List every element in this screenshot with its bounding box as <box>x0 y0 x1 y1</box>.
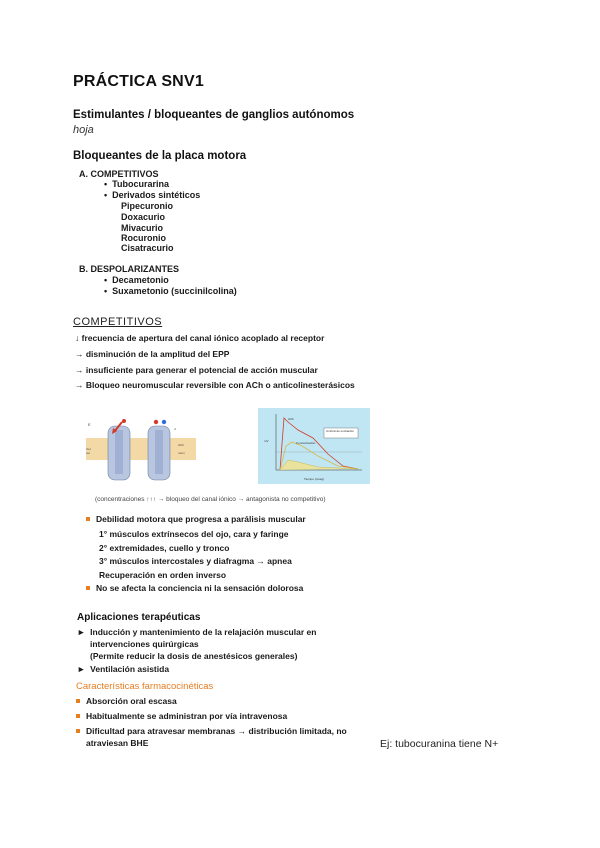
bullet-square-icon <box>76 729 80 733</box>
list-item: atraviesan BHE <box>86 738 149 748</box>
list-item: 1° músculos extrínsecos del ojo, cara y faringe <box>99 529 289 539</box>
list-item: No se afecta la conciencia ni la sensación dolorosa <box>86 583 303 593</box>
list-item: ► Inducción y mantenimiento de la relajación muscular en <box>77 627 317 637</box>
list-item: Dificultad para atravesar membranas → distribución limitada, no <box>76 726 347 736</box>
bullet-square-icon <box>76 714 80 718</box>
list-item: 3° músculos intercostales y diafragma → apnea <box>99 556 292 566</box>
svg-text:E: E <box>88 422 91 427</box>
list-item: → insuficiente para generar el potencial de acción muscular <box>75 365 318 375</box>
svg-text:Cel: Cel <box>86 447 91 451</box>
list-item: ► Ventilación asistida <box>77 664 170 674</box>
section2-heading: Bloqueantes de la placa motora <box>73 150 247 162</box>
list-item: → disminución de la amplitud del EPP <box>75 349 230 359</box>
bullet-square-icon <box>86 586 90 590</box>
list-item: (Permite reducir la dosis de anestésicos generales) <box>90 651 298 661</box>
list-item: • Suxametonio (succinilcolina) <box>104 286 237 296</box>
chart-label: ACh <box>288 417 294 421</box>
epp-chart <box>258 408 370 484</box>
farmaco-heading: Características farmacocinéticas <box>76 681 214 692</box>
bullet-square-icon <box>76 699 80 703</box>
list-item: 2° extremidades, cuello y tronco <box>99 543 230 553</box>
list-item: intervenciones quirúrgicas <box>90 639 199 649</box>
chart-label: Umbral de excitación <box>326 429 355 433</box>
list-item: • Tubocurarina <box>104 179 170 189</box>
side-note: Ej: tubocuranina tiene N+ <box>380 738 499 750</box>
receptor-illustration <box>86 418 196 486</box>
list-item: • Decametonio <box>104 275 169 285</box>
list-item: Recuperación en orden inverso <box>99 570 227 580</box>
list-a-label: A. COMPETITIVOS <box>79 169 159 179</box>
list-item: • Derivados sintéticos <box>104 190 201 200</box>
list-item: Habitualmente se administran por vía intravenosa <box>76 711 287 721</box>
list-item: Absorción oral escasa <box>76 696 177 706</box>
chart-label: Concentración <box>296 441 316 445</box>
list-item: Mivacurio <box>121 223 164 233</box>
aplicaciones-heading: Aplicaciones terapéuticas <box>77 612 201 623</box>
list-item: Pipecuronio <box>121 201 174 211</box>
page-title: PRÁCTICA SNV1 <box>73 73 204 90</box>
bullet-square-icon <box>86 517 90 521</box>
list-item: Rocuronio <box>121 233 166 243</box>
svg-text:mem: mem <box>178 451 185 455</box>
arrow-right-icon: ► <box>77 664 86 674</box>
list-item: Debilidad motora que progresa a parálisis muscular <box>86 514 306 524</box>
arrow-right-icon: ► <box>77 627 86 637</box>
list-item: Cisatracurio <box>121 243 174 253</box>
competitivos-heading: COMPETITIVOS <box>73 316 163 328</box>
list-item: ↓ frecuencia de apertura del canal iónico acoplado al receptor <box>75 333 325 343</box>
svg-text:ACh: ACh <box>178 443 184 447</box>
figure-caption: (concentraciones ↑↑↑ → bloqueo del canal iónico → antagonista no competitivo) <box>95 496 326 503</box>
list-b-label: B. DESPOLARIZANTES <box>79 264 180 274</box>
section1-heading: Estimulantes / bloqueantes de ganglios autónomos <box>73 109 355 121</box>
list-item: → Bloqueo neuromuscular reversible con ACh o anticolinesterásicos <box>75 380 355 390</box>
list-item: Doxacurio <box>121 212 166 222</box>
chart-label: Tiempo (mseg) <box>304 477 325 481</box>
svg-text:d: d <box>174 427 176 431</box>
svg-text:mV: mV <box>264 439 269 443</box>
svg-text:rec: rec <box>86 451 91 455</box>
section1-subtitle: hoja <box>73 124 94 136</box>
